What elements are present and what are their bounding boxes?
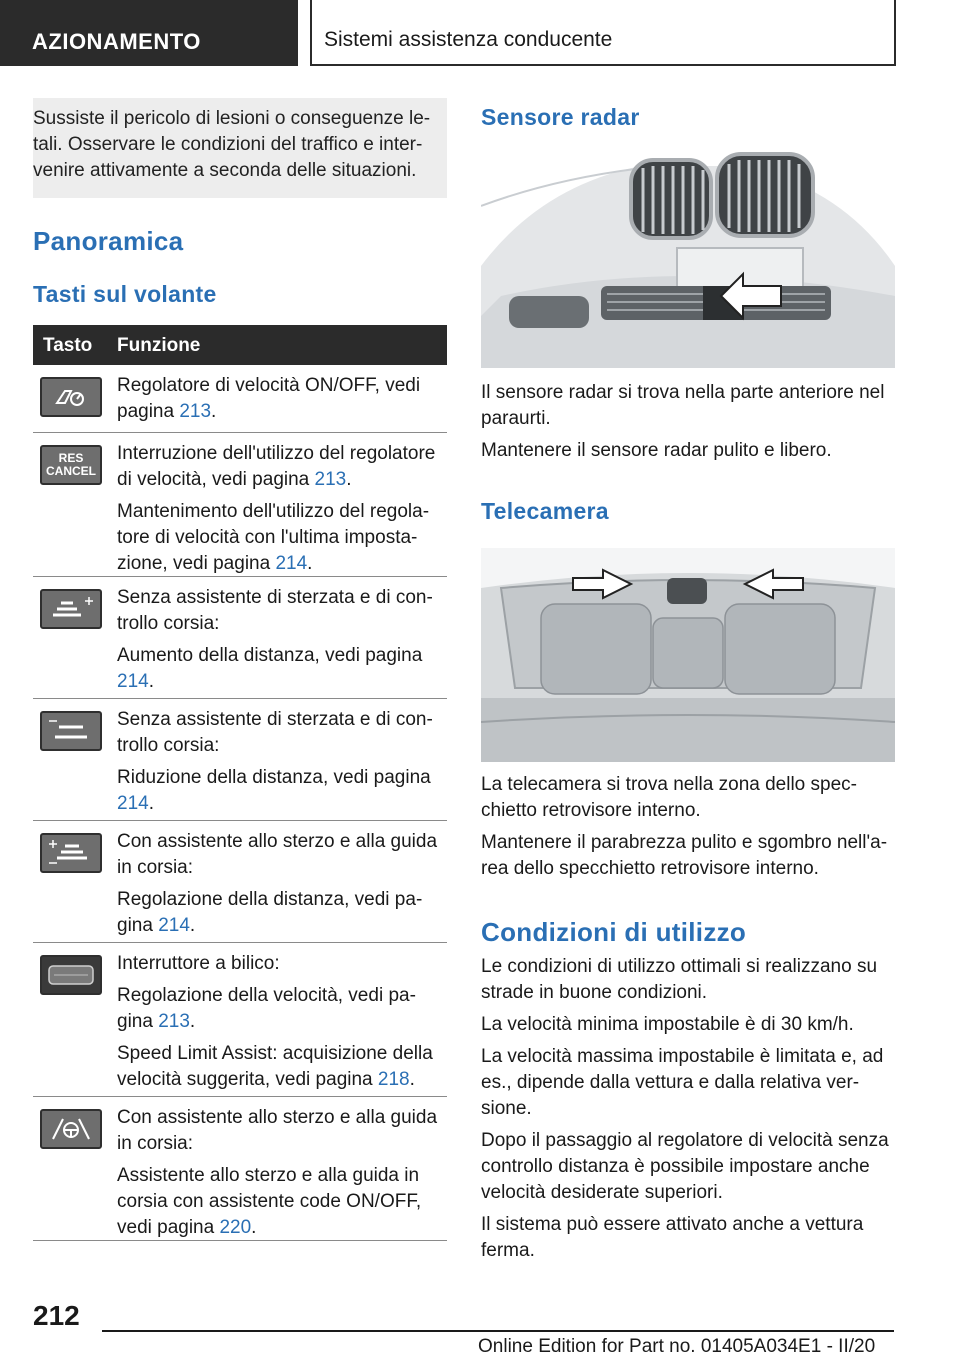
camera-text [481, 772, 895, 888]
camera-paragraph: La telecamera si trova nella zona dello specchietto retrovisore interno. [481, 774, 857, 821]
distance-minus-icon [40, 711, 102, 751]
page-header [0, 0, 960, 66]
steering-assist-icon [40, 1109, 102, 1149]
table-row [33, 821, 447, 943]
radar-text [481, 380, 895, 470]
warning-line: venire attivamente a seconda delle situazioni. [33, 160, 417, 181]
row-text: Con assistente allo sterzo e alla guida in corsia: [117, 831, 438, 878]
row-description [117, 829, 443, 945]
page-link[interactable]: 214 [117, 671, 149, 692]
row-text: Interruttore a bilico: [117, 953, 280, 974]
kidney-grille-right [717, 154, 813, 236]
overview-heading: Panoramica [33, 226, 184, 256]
table-row [33, 943, 447, 1097]
radar-sensor-image [481, 146, 895, 368]
row-text: Mantenimento dell'utilizzo del regolatore di velocità con l'ultima impostazione, vedi pagina [117, 501, 430, 574]
chapter-title: Sistemi assistenza conducente [324, 28, 613, 51]
row-text-suffix: . [346, 469, 352, 490]
row-text: Senza assistente di sterzata e di controllo corsia: [117, 709, 433, 756]
conditions-paragraph: Il sistema può essere attivato anche a vettura ferma. [481, 1214, 864, 1261]
camera-image [481, 548, 895, 762]
row-description [117, 951, 443, 1099]
res-label: RES [58, 451, 84, 465]
warning-line: tali. Osservare le condizioni del traffico e inter- [33, 134, 423, 155]
row-text: Interruzione dell'utilizzo del regolatore di velocità, vedi pagina [117, 443, 436, 490]
conditions-text [481, 954, 895, 1270]
res-cancel-icon [40, 445, 102, 485]
column-header-function: Funzione [117, 335, 201, 356]
table-header [33, 325, 447, 365]
page-link[interactable]: 213 [158, 1011, 190, 1032]
table-row [33, 699, 447, 821]
conditions-paragraph: Dopo il passaggio al regolatore di velocità senza controllo distanza è possibile impostare anche velocità desiderate superiori. [481, 1130, 889, 1203]
row-text-suffix: . [251, 1217, 257, 1238]
row-text: Aumento della distanza, vedi pagina [117, 645, 423, 666]
page-link[interactable]: 214 [117, 793, 149, 814]
row-text: Regolazione della distanza, vedi pagina [117, 889, 423, 936]
section-title: AZIONAMENTO [32, 29, 201, 54]
row-text-suffix: . [189, 915, 196, 936]
radar-paragraph: Il sensore radar si trova nella parte anteriore nel paraurti. [481, 382, 885, 429]
row-text: Con assistente allo sterzo e alla guida in corsia: [117, 1107, 438, 1154]
column-header-key: Tasto [43, 335, 93, 356]
warning-line: Sussiste il pericolo di lesioni o conseguenze le- [33, 108, 431, 129]
page-link[interactable]: 214 [158, 915, 190, 936]
row-text-suffix: . [148, 793, 154, 814]
page-link[interactable]: 220 [219, 1217, 252, 1238]
footer-rule [102, 1330, 894, 1332]
row-text-suffix: . [307, 553, 313, 574]
row-text: Regolazione della velocità, vedi pagina [117, 985, 416, 1032]
radar-heading: Sensore radar [481, 104, 640, 130]
row-text: Riduzione della distanza, vedi pagina [117, 767, 431, 788]
row-text-suffix: . [148, 671, 154, 692]
camera-heading: Telecamera [481, 498, 609, 524]
distance-plus-icon [40, 589, 102, 629]
table-row [33, 365, 447, 433]
table-row [33, 1097, 447, 1241]
rocker-switch-icon [40, 955, 102, 995]
radar-paragraph: Mantenere il sensore radar pulito e libero. [481, 440, 832, 461]
conditions-heading: Condizioni di utilizzo [481, 917, 747, 947]
row-description [117, 1105, 443, 1247]
row-description [117, 373, 443, 431]
row-description [117, 441, 443, 583]
page-number: 212 [33, 1300, 80, 1331]
conditions-paragraph: La velocità minima impostabile è di 30 km/h. [481, 1014, 854, 1035]
section-tab [0, 0, 298, 66]
row-text: Speed Limit Assist: acquisizione della velocità suggerita, vedi pagina [117, 1043, 433, 1090]
row-description [117, 707, 443, 823]
edition-note: Online Edition for Part no. 01405A034E1 - II/20 [478, 1336, 876, 1357]
kidney-grille-left [631, 160, 711, 238]
buttons-table [33, 325, 447, 1241]
page-link[interactable]: 213 [314, 469, 347, 490]
row-text-suffix: . [189, 1011, 196, 1032]
row-description [117, 585, 443, 701]
page-link[interactable]: 218 [377, 1069, 410, 1090]
steering-buttons-heading: Tasti sul volante [33, 281, 217, 307]
warning-box [33, 98, 447, 198]
row-text-suffix: . [211, 401, 217, 422]
cruise-control-icon [40, 377, 102, 417]
conditions-paragraph: Le condizioni di utilizzo ottimali si realizzano su strade in buone condizioni. [481, 956, 878, 1003]
page-link[interactable]: 213 [179, 401, 212, 422]
conditions-paragraph: La velocità massima impostabile è limitata e, ad es., dipende dalla vettura e dalla relativa versione. [481, 1046, 884, 1119]
cancel-label: CANCEL [46, 464, 96, 478]
table-row [33, 433, 447, 577]
row-text-suffix: . [409, 1069, 415, 1090]
row-text: Assistente allo sterzo e alla guida in corsia con assistente code ON/OFF, vedi pagina [117, 1165, 422, 1238]
page-link[interactable]: 214 [275, 553, 308, 574]
distance-plus-minus-icon [40, 833, 102, 873]
row-text: Regolatore di velocità ON/OFF, vedi pagina [117, 375, 421, 422]
camera-paragraph: Mantenere il parabrezza pulito e sgombro nell'area dello specchietto retrovisore interno. [481, 832, 888, 879]
table-row [33, 577, 447, 699]
row-text: Senza assistente di sterzata e di controllo corsia: [117, 587, 433, 634]
